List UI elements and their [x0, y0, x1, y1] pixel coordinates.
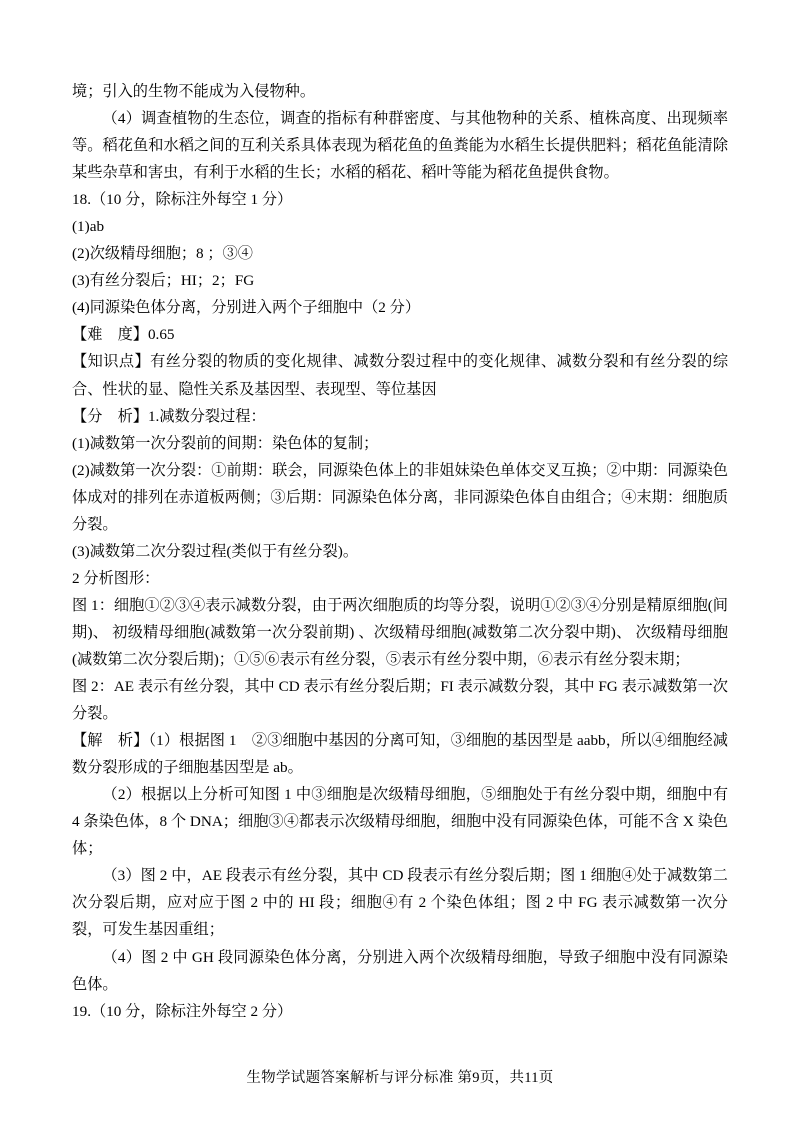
paragraph-3: (1)ab	[72, 218, 105, 236]
paragraph-11: (2)减数第一次分裂：①前期：联会，同源染色体上的非姐妹染色单体交叉互换；②中期：同源染色体成对的排列在赤道板两侧；③后期：同源染色体分离，非同源染色体自由组合；④末期：细胞质分裂。	[72, 461, 728, 533]
paragraph-knowledge: 【知识点】有丝分裂的物质的变化规律、减数分裂过程中的变化规律、减数分裂和有丝分裂的综合、性状的显、隐性关系及基因型、表现型、等位基因	[72, 353, 728, 398]
paragraph-15: 图 2：AE 表示有丝分裂，其中 CD 表示有丝分裂后期；FI 表示减数分裂，其中 FG 表示减数第一次分裂。	[72, 678, 728, 723]
paragraph-analysis-head: 【分 析】1.减数分裂过程：	[72, 407, 266, 425]
paragraph-20: 19.（10 分，除标注外每空 2 分）	[72, 1002, 293, 1020]
paragraph-5: (3)有丝分裂后；HI；2；FG	[72, 272, 255, 290]
paragraph-17: （2）根据以上分析可知图 1 中③细胞是次级精母细胞，⑤细胞处于有丝分裂中期，细胞中有 4 条染色体，8 个 DNA；细胞③④都表示次级精母细胞，细胞中没有同源染色体，可能不含 X 染色体；	[72, 786, 728, 858]
paragraph-1: （4）调查植物的生态位，调查的指标有种群密度、与其他物种的关系、植株高度、出现频率等。稻花鱼和水稻之间的互利关系具体表现为稻花鱼的鱼粪能为水稻生长提供肥料；稻花鱼能清除某些杂草和害虫，有利于水稻的生长；水稻的稻花、稻叶等能为稻花鱼提供食物。	[72, 110, 728, 182]
paragraph-12: (3)减数第二次分裂过程(类似于有丝分裂)。	[72, 542, 359, 560]
page-footer: 生物学试题答案解析与评分标准 第9页，共11页	[246, 1070, 554, 1086]
document-body	[72, 78, 728, 1025]
paragraph-2: 18.（10 分，除标注外每空 1 分）	[72, 191, 293, 209]
paragraph-13: 2 分析图形：	[72, 569, 160, 587]
paragraph-6: (4)同源染色体分离，分别进入两个子细胞中（2 分）	[72, 299, 421, 317]
paragraph-14: 图 1：细胞①②③④表示减数分裂，由于两次细胞质的均等分裂，说明①②③④分别是精原细胞(间期)、 初级精母细胞(减数第一次分裂前期) 、次级精母细胞(减数第二次分裂中期)、 次级精母细胞(减数第二次分裂后期)；①⑤⑥表示有丝分裂，⑤表示有丝分裂中期，⑥表示有丝分裂末期；	[72, 596, 728, 668]
paragraph-4: (2)次级精母细胞；8 ；③④	[72, 245, 253, 263]
paragraph-18: （3）图 2 中，AE 段表示有丝分裂，其中 CD 段表示有丝分裂后期；图 1 细胞④处于减数第二次分裂后期，应对应于图 2 中的 HI 段；细胞④有 2 个染色体组；图 2 中 FG 表示减数第一次分裂，可发生基因重组；	[72, 867, 728, 939]
paragraph-19: （4）图 2 中 GH 段同源染色体分离，分别进入两个次级精母细胞，导致子细胞中没有同源染色体。	[72, 948, 728, 993]
paragraph-10: (1)减数第一次分裂前的间期：染色体的复制；	[72, 434, 379, 452]
paragraph-difficulty: 【难 度】0.65	[72, 326, 175, 344]
paragraph-solution-head: 【解 析】（1）根据图 1 ②③细胞中基因的分离可知，③细胞的基因型是 aabb，所以④细胞经减数分裂形成的子细胞基因型是 ab。	[72, 732, 728, 777]
paragraph-0: 境；引入的生物不能成为入侵物种。	[72, 83, 315, 100]
